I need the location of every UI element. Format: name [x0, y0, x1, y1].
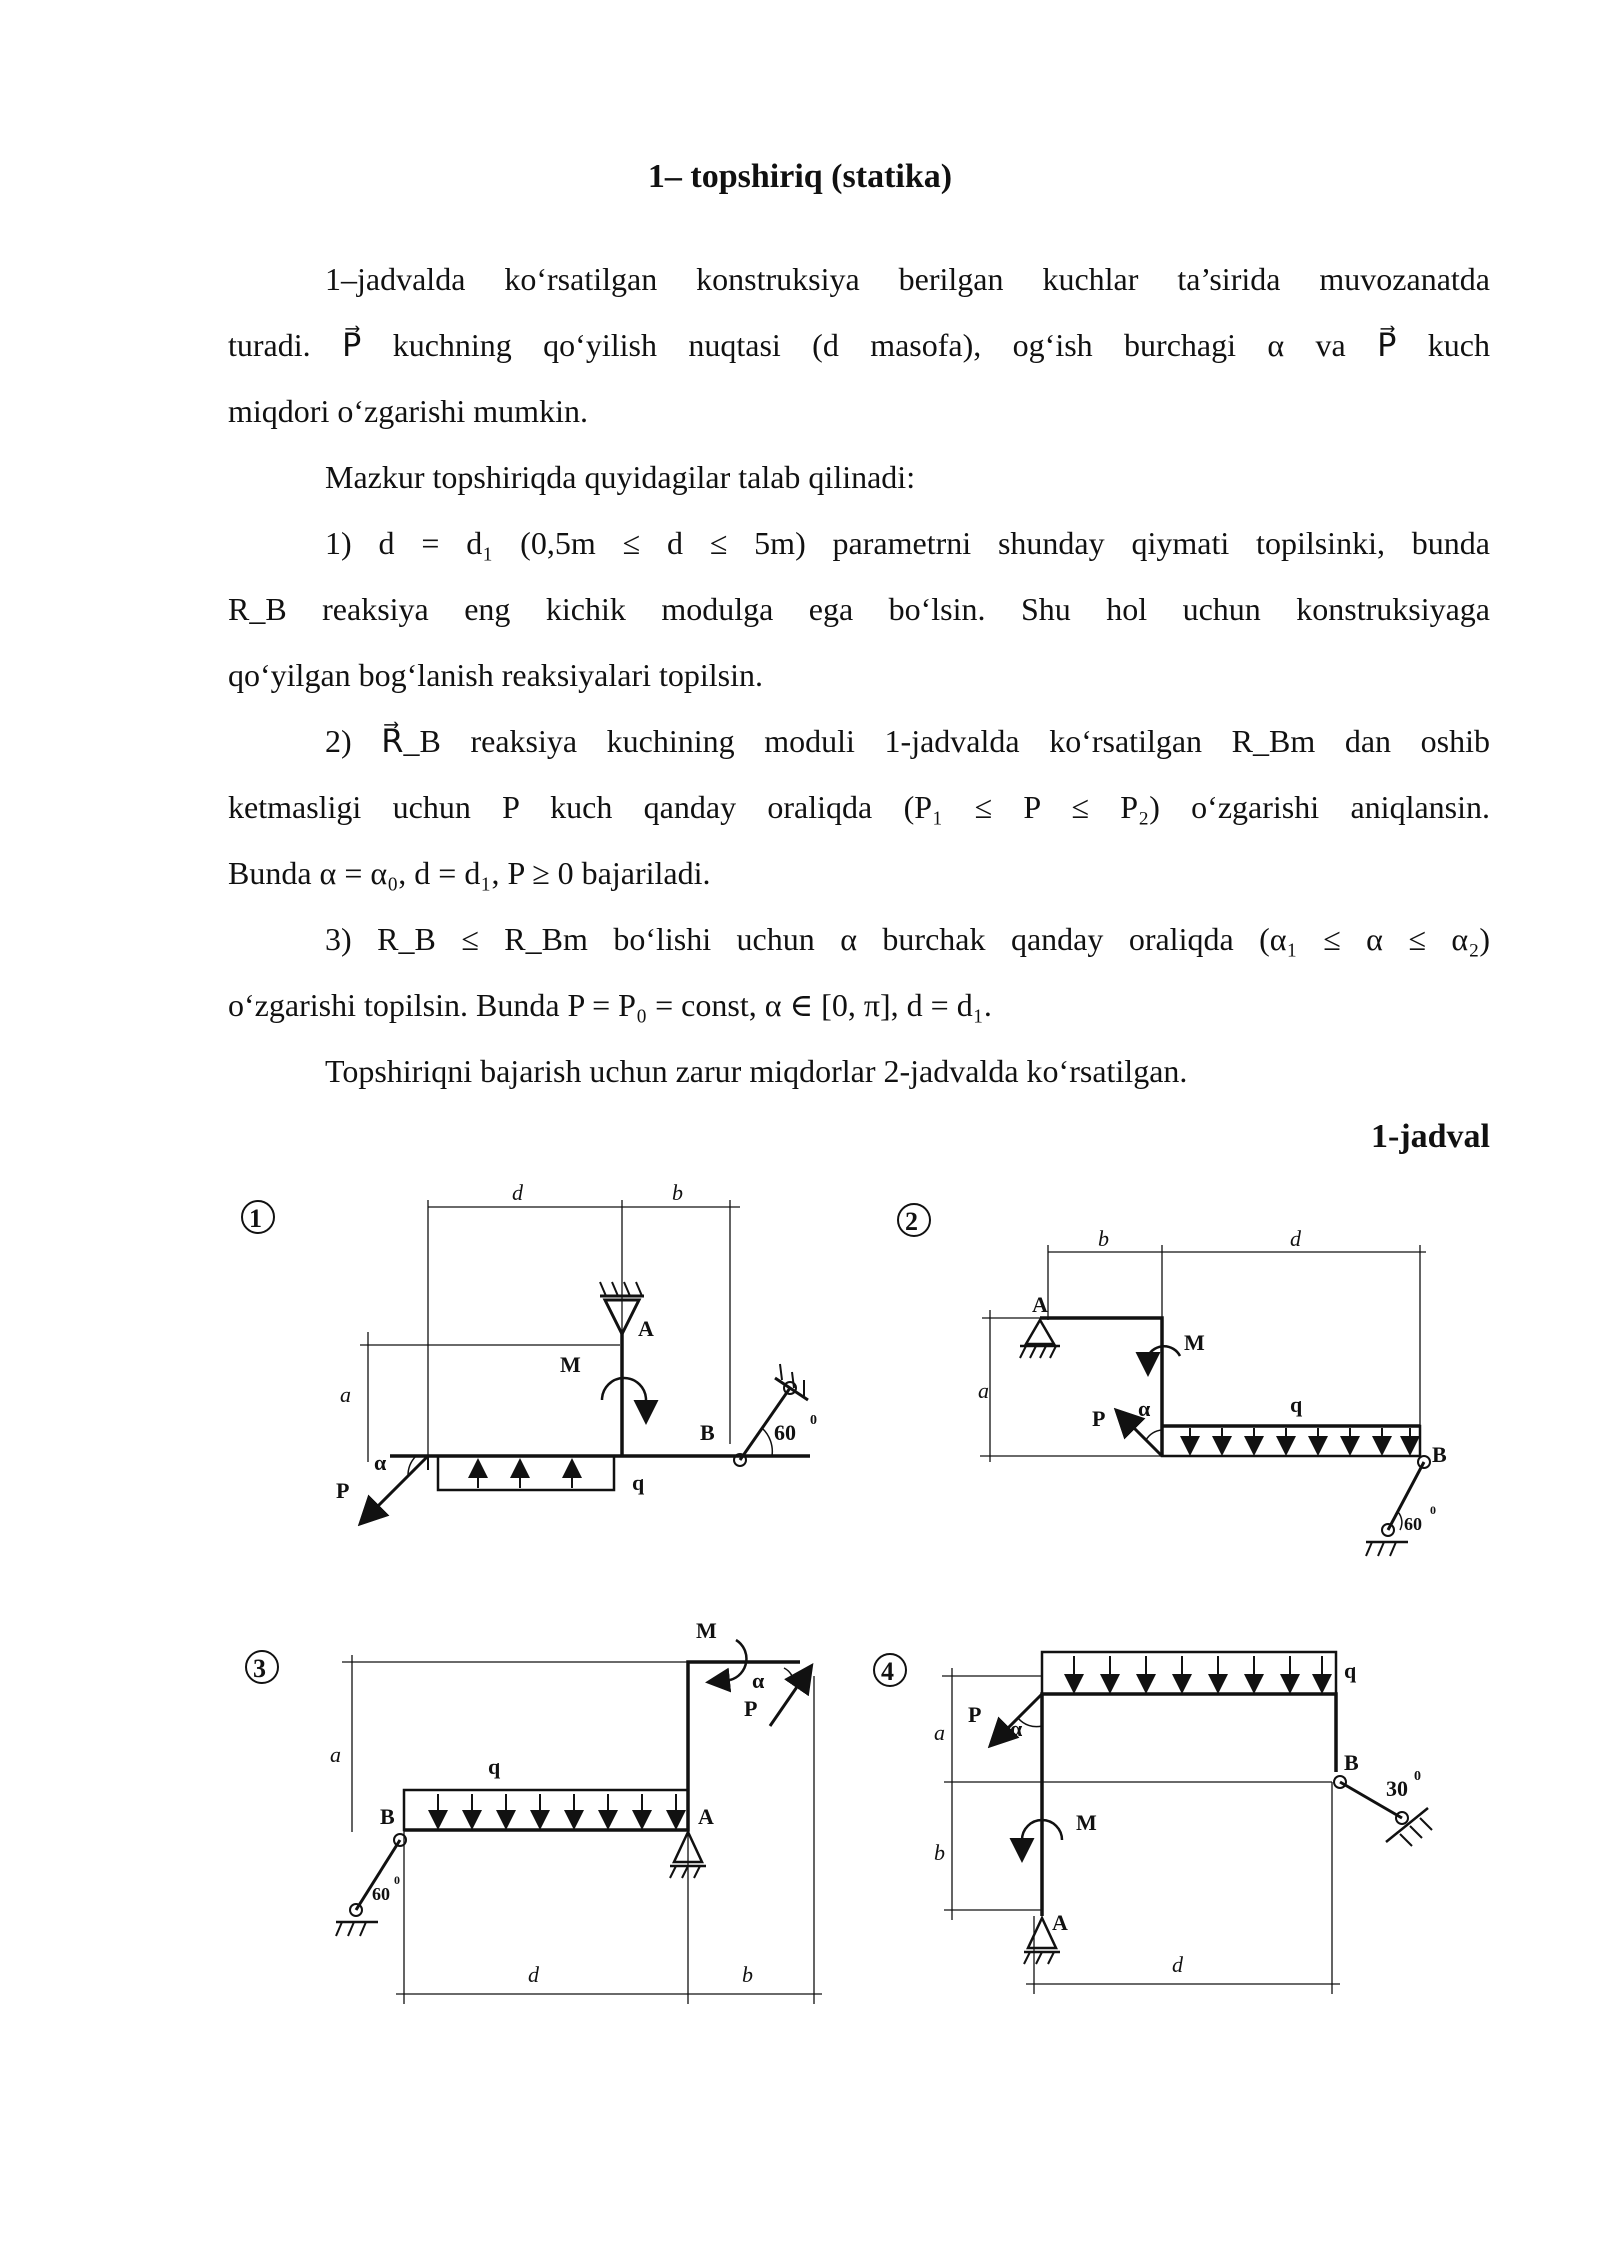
figure-3 [246, 1640, 822, 2004]
fig4-label-M: M [1076, 1810, 1097, 1835]
fig4-label-alpha: α [1010, 1716, 1023, 1741]
requirements-heading: Mazkur topshiriqda quyidagilar talab qilinadi: [325, 459, 916, 495]
fig4-number: 4 [881, 1657, 894, 1686]
fig3-dim-b: b [742, 1962, 753, 1987]
fig2-dim-a: a [978, 1378, 989, 1403]
fig1-dim-a: a [340, 1382, 351, 1407]
fig1-dim-d: d [512, 1180, 523, 1205]
item2-line-2: ketmasligi uchun P kuch qanday oraliqda (P₁ ≤ P ≤ P₂) o‘zgarishi aniqlansin. [228, 789, 1490, 825]
fig2-angle: 60 [1404, 1514, 1422, 1534]
fig1-label-B: B [700, 1420, 715, 1445]
fig2-label-P: P⃗ [1092, 1406, 1123, 1431]
item1-line-1: 1) d = d₁ (0,5m ≤ d ≤ 5m) parametrni shunday qiymati topilsinki, bunda [325, 525, 1490, 561]
fig2-label-B: B [1432, 1442, 1447, 1467]
item1-line-2: R_B reaksiya eng kichik modulga ega bo‘lsin. Shu hol uchun konstruksiyaga [228, 591, 1490, 627]
item3-line-2: o‘zgarishi topilsin. Bunda P = P₀ = const, α ∈ [0, π], d = d₁. [228, 987, 992, 1023]
fig3-number: 3 [253, 1654, 266, 1683]
fig3-label-M: M [696, 1618, 717, 1643]
figure-1 [242, 1200, 810, 1522]
fig4-label-q: q [1344, 1658, 1357, 1683]
fig1-number: 1 [249, 1204, 262, 1233]
intro-line-3: miqdori o‘zgarishi mumkin. [228, 393, 588, 429]
item3-line-1: 3) R_B ≤ R_Bm bo‘lishi uchun α burchak qanday oraliqda (α₁ ≤ α ≤ α₂) [325, 921, 1490, 957]
fig1-label-M: M [560, 1352, 581, 1377]
item1-line-3: qo‘yilgan bog‘lanish reaksiyalari topilsin. [228, 657, 763, 693]
fig2-number: 2 [905, 1207, 918, 1236]
fig2-label-M: M [1184, 1330, 1205, 1355]
intro-line-2: turadi. P⃗ kuchning qo‘yilish nuqtasi (d masofa), og‘ish burchagi α va P⃗ kuch [228, 327, 1490, 363]
fig4-dim-b: b [934, 1840, 945, 1865]
fig2-dim-b: b [1098, 1226, 1109, 1251]
intro-line-1: 1–jadvalda ko‘rsatilgan konstruksiya berilgan kuchlar ta’sirida muvozanatda [325, 261, 1490, 297]
fig1-dim-b: b [672, 1180, 683, 1205]
fig3-angle: 60 [372, 1884, 390, 1904]
fig4-dim-d: d [1172, 1952, 1183, 1977]
fig2-degree: 0 [1430, 1503, 1436, 1517]
fig4-label-A: A [1052, 1910, 1068, 1935]
fig4-label-B: B [1344, 1750, 1359, 1775]
fig3-dim-a: a [330, 1742, 341, 1767]
figure-4 [874, 1652, 1432, 1994]
fig1-label-P: P⃗ [336, 1478, 367, 1503]
fig3-label-A: A [698, 1804, 714, 1829]
fig4-dim-a: a [934, 1720, 945, 1745]
fig3-label-B: B [380, 1804, 395, 1829]
item2-line-1: 2) R⃗_B reaksiya kuchining moduli 1-jadvalda ko‘rsatilgan R_Bm dan oshib [325, 723, 1490, 759]
fig1-label-q: q [632, 1470, 645, 1495]
fig2-label-alpha: α [1138, 1396, 1151, 1421]
fig3-degree: 0 [394, 1873, 400, 1887]
fig4-label-P: P⃗ [968, 1702, 999, 1727]
closing-line: Topshiriqni bajarish uchun zarur miqdorlar 2-jadvalda ko‘rsatilgan. [325, 1053, 1188, 1089]
fig3-dim-d: d [528, 1962, 539, 1987]
page-title: 1– topshiriq (statika) [647, 158, 953, 195]
fig1-label-A: A [638, 1316, 654, 1341]
table-label: 1-jadval [1371, 1118, 1490, 1155]
fig4-degree: 0 [1414, 1769, 1421, 1784]
fig3-label-alpha: α [752, 1668, 765, 1693]
fig3-label-P: P⃗ [744, 1696, 775, 1721]
fig1-angle: 60 [774, 1420, 796, 1445]
item2-line-3: Bunda α = α₀, d = d₁, P ≥ 0 bajariladi. [228, 855, 711, 891]
fig2-dim-d: d [1290, 1226, 1301, 1251]
fig2-label-A: A [1032, 1292, 1048, 1317]
fig3-label-q: q [488, 1754, 501, 1779]
fig2-label-q: q [1290, 1392, 1303, 1417]
fig1-degree: 0 [810, 1413, 817, 1428]
fig1-label-alpha: α [374, 1450, 387, 1475]
fig4-angle: 30 [1386, 1776, 1408, 1801]
